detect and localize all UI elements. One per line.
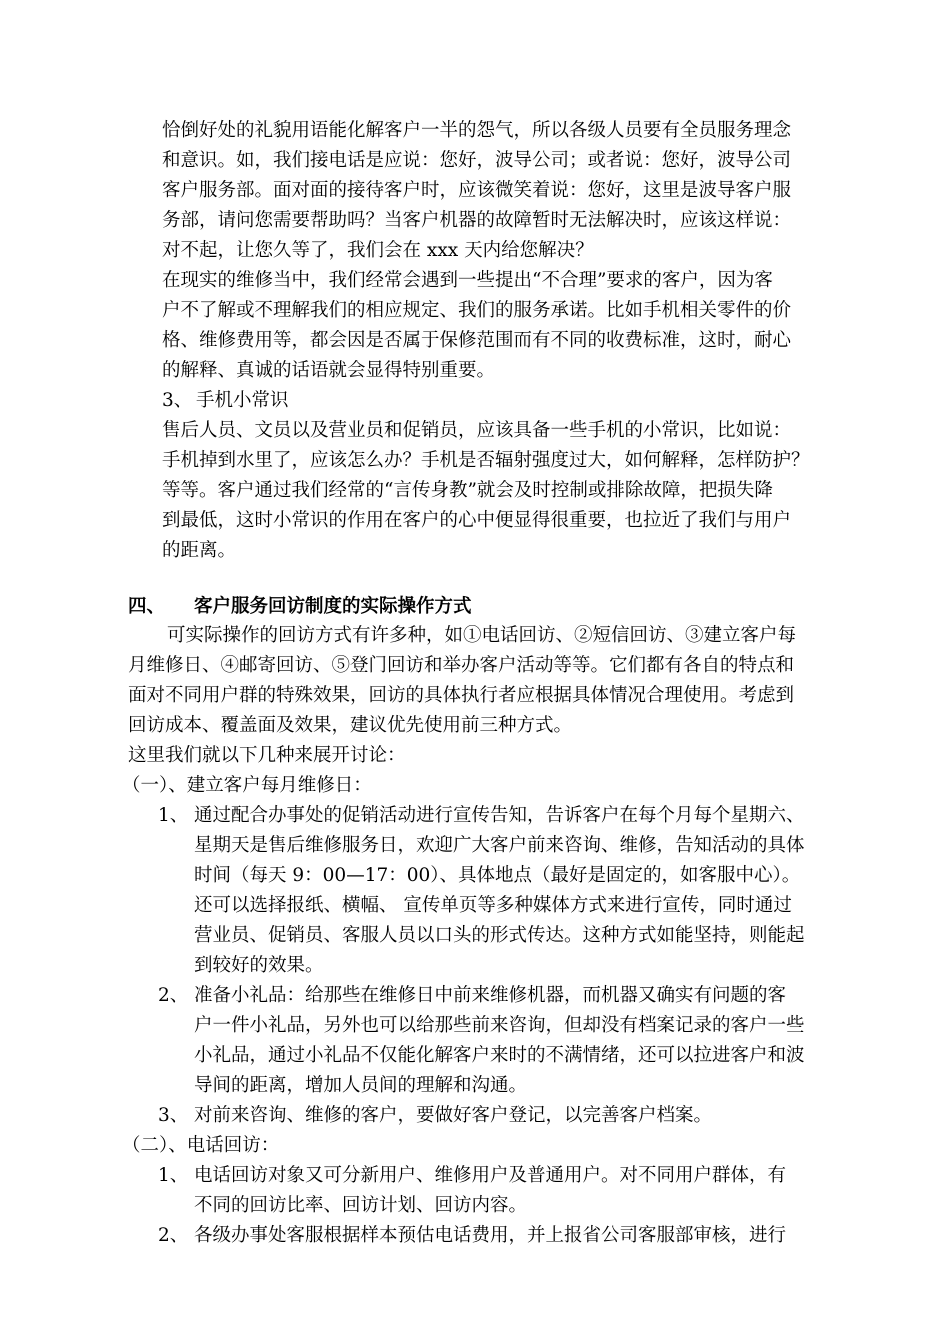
paragraph-line: 等等。客户通过我们经常的“言传身教”就会及时控制或排除故障，把损失降 [162,480,773,501]
paragraph-line: 售后人员、文员以及营业员和促销员，应该具备一些手机的小常识，比如说： [162,420,792,441]
list-item-line: 还可以选择报纸、横幅、 宣传单页等多种媒体方式来进行宣传，同时通过 [194,895,792,916]
paragraph-line: 回访成本、覆盖面及效果，建议优先使用前三种方式。 [128,715,573,736]
paragraph-line: 和意识。如，我们接电话是应说：您好，波导公司；或者说：您好，波导公司 [162,150,792,171]
subsection-heading: （二）、电话回访： [122,1135,280,1156]
list-item-title: 手机小常识 [196,390,289,411]
paragraph-line: 到最低，这时小常识的作用在客户的心中便显得很重要，也拉近了我们与用户 [162,510,792,531]
list-number: 3、 [162,390,193,411]
list-item-line: 星期天是售后维修服务日，欢迎广大客户前来咨询、维修，告知活动的具体 [194,835,805,856]
paragraph-line: 的解释、真诚的话语就会显得特别重要。 [162,360,496,381]
paragraph-line: 面对不同用户群的特殊效果，回访的具体执行者应根据具体情况合理使用。考虑到 [128,685,795,706]
paragraph-line: 月维修日、④邮寄回访、⑤登门回访和举办客户活动等等。它们都有各自的特点和 [128,655,795,676]
list-item-line: 营业员、促销员、客服人员以口头的形式传达。这种方式如能坚持，则能起 [194,925,805,946]
subsection-heading: （一）、建立客户每月维修日： [122,775,372,796]
paragraph-line: 客户服务部。面对面的接待客户时，应该微笑着说：您好，这里是波导客户服 [162,180,792,201]
list-item-line: 到较好的效果。 [194,955,324,976]
list-number: 2、 [158,1225,189,1246]
list-number: 1、 [158,1165,189,1186]
list-number: 2、 [158,985,189,1006]
paragraph-line: 恰倒好处的礼貌用语能化解客户一半的怨气，所以各级人员要有全员服务理念 [162,120,792,141]
section-heading: 客户服务回访制度的实际操作方式 [194,596,472,617]
paragraph-line: 对不起，让您久等了，我们会在 xxx 天内给您解决？ [162,240,594,261]
paragraph-line: 这里我们就以下几种来展开讨论： [128,745,406,766]
paragraph-line: 户不了解或不理解我们的相应规定、我们的服务承诺。比如手机相关零件的价 [162,300,792,321]
paragraph-line: 手机掉到水里了，应该怎么办？手机是否辐射强度过大，如何解释，怎样防护？ [162,450,810,471]
list-item-line: 小礼品，通过小礼品不仅能化解客户来时的不满情绪，还可以拉进客户和波 [194,1045,805,1066]
list-item-line: 时间（每天 9：00—17：00）、具体地点（最好是固定的，如客服中心）。 [194,865,801,886]
list-number: 3、 [158,1105,189,1126]
list-item-line: 户一件小礼品，另外也可以给那些前来咨询，但却没有档案记录的客户一些 [194,1015,805,1036]
list-number: 1、 [158,805,189,826]
paragraph-line: 可实际操作的回访方式有许多种，如①电话回访、②短信回访、③建立客户每 [167,625,797,646]
list-item-line: 各级办事处客服根据样本预估电话费用，并上报省公司客服部审核，进行 [194,1225,787,1246]
list-item-line: 通过配合办事处的促销活动进行宣传告知，告诉客户在每个月每个星期六、 [194,805,805,826]
list-item-line: 准备小礼品：给那些在维修日中前来维修机器，而机器又确实有问题的客 [194,985,787,1006]
paragraph-line: 的距离。 [162,540,237,561]
paragraph-line: 务部，请问您需要帮助吗？当客户机器的故障暂时无法解决时，应该这样说： [162,210,792,231]
section-number: 四、 [128,596,166,617]
paragraph-line: 格、维修费用等，都会因是否属于保修范围而有不同的收费标准，这时，耐心 [162,330,792,351]
list-item-line: 对前来咨询、维修的客户，要做好客户登记，以完善客户档案。 [194,1105,713,1126]
list-item-line: 不同的回访比率、回访计划、回访内容。 [194,1195,528,1216]
list-item-line: 导间的距离，增加人员间的理解和沟通。 [194,1075,528,1096]
list-item-line: 电话回访对象又可分新用户、维修用户及普通用户。对不同用户群体，有 [194,1165,787,1186]
paragraph-line: 在现实的维修当中，我们经常会遇到一些提出“不合理”要求的客户，因为客 [162,270,773,291]
